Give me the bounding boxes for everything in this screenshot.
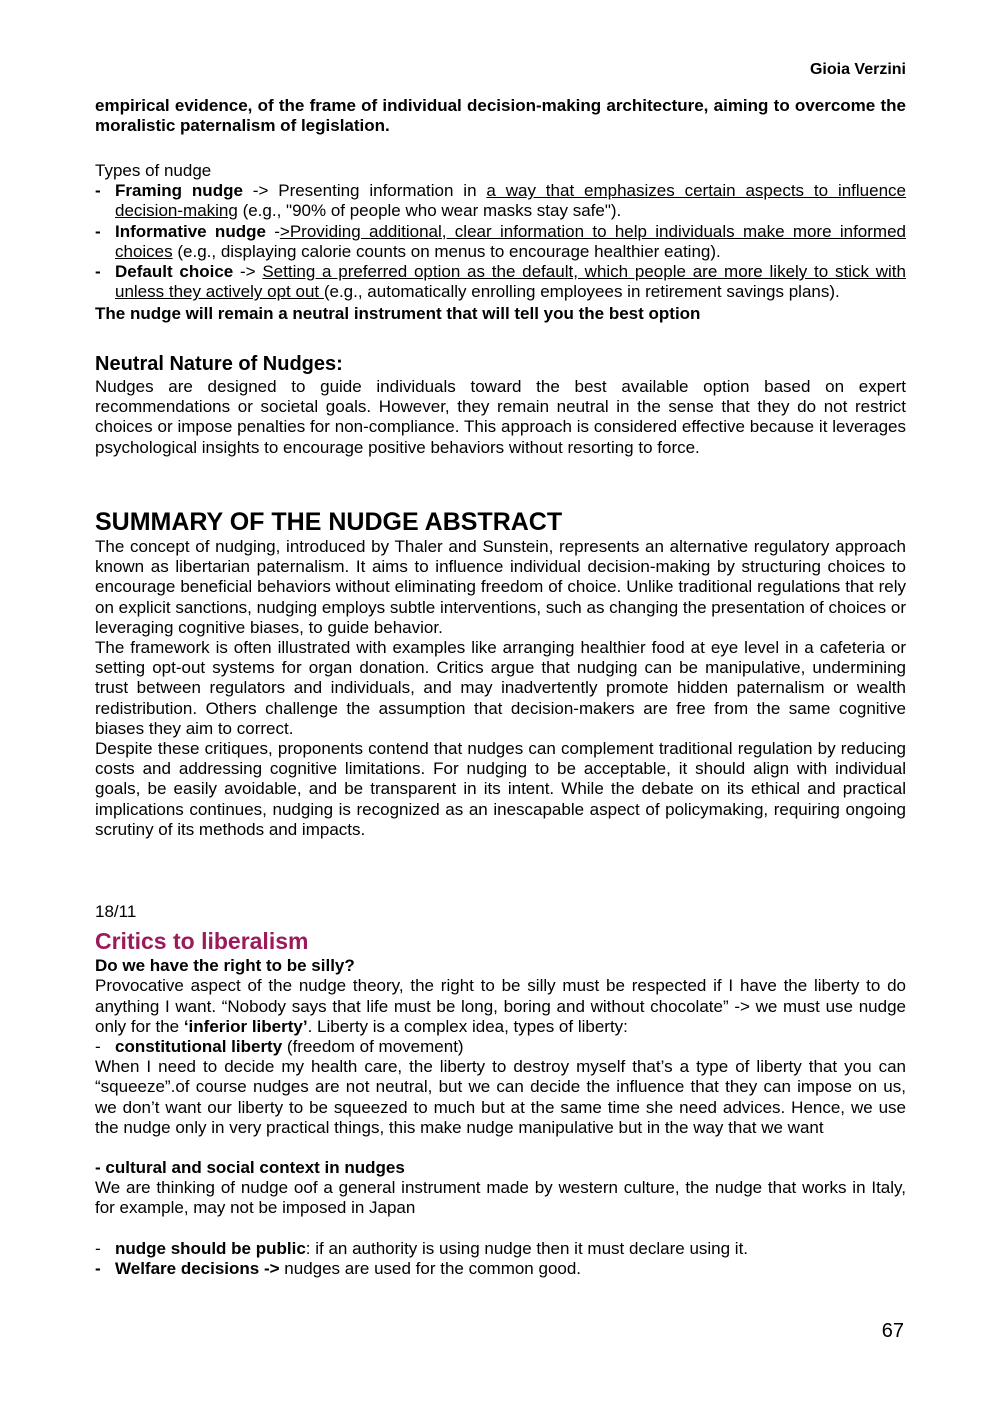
type-arrow: -> Presenting information in — [242, 181, 487, 201]
type-definition: a way that emphasizes certain aspects to influence decision-making — [115, 181, 907, 221]
dash-bullet-icon: - — [95, 1037, 101, 1057]
liberty-list — [95, 1037, 906, 1057]
p1-bold: ‘inferior liberty’ — [183, 1016, 308, 1036]
liberty-desc: (freedom of movement) — [282, 1037, 464, 1057]
type-definition: Setting a preferred option as the default, which people are more likely to stick with unless they actively opt out — [115, 262, 906, 302]
author-name: Gioia Verzini — [809, 61, 906, 78]
list-item — [95, 1259, 906, 1279]
type-arrow: - — [265, 221, 280, 241]
types-list — [95, 181, 906, 302]
type-term: Framing nudge — [115, 181, 243, 201]
neutral-text: Nudges are designed to guide individuals toward the best available option based on expert recommendations or societal goals. However, they remain neutral in the sense that they do not restrict choices or impose penalties for non-compliance. This approach is considered effective because it leverages psychological insights to encourage positive behaviors without resorting to force. — [95, 377, 906, 457]
principle-term: Welfare decisions -> — [115, 1258, 280, 1278]
page-number: 67 — [881, 1320, 904, 1342]
dash-bullet-icon: - — [95, 181, 101, 201]
p1-after: . Liberty is a complex idea, types of liberty: — [307, 1016, 628, 1036]
list-item — [95, 1239, 906, 1259]
lecture-paragraph: When I need to decide my health care, the liberty to destroy myself that’s a type of liberty that you can “squeeze”.of course nudges are not neutral, but we can decide the influence that they can impose on us, we don’t want our liberty to be squeezed to much but at the same time she need advices. Hence, we use the nudge only in very practical things, this make nudge manipulative but in the way that we want — [95, 1057, 906, 1137]
cultural-text: We are thinking of nudge oof a general instrument made by western culture, the nudge that works in Italy, for example, may not be imposed in Japan — [95, 1178, 906, 1218]
intro-block — [95, 96, 906, 136]
dash-bullet-icon: - — [95, 221, 101, 241]
list-item — [95, 181, 906, 221]
principles-list — [95, 1239, 906, 1279]
list-item — [95, 222, 906, 262]
summary-paragraph: The concept of nudging, introduced by Thaler and Sunstein, represents an alternative regulatory approach known as libertarian paternalism. It aims to influence individual decision-making by structuring choices to encourage beneficial behaviors without eliminating freedom of choice. Unlike traditional regulations that rely on explicit sanctions, nudging employs subtle interventions, such as changing the presentation of choices or leveraging cognitive biases, to guide behavior. — [95, 537, 906, 637]
p1-before: Provocative aspect of the nudge theory, the right to be silly must be respected if I have the liberty to do anything I want. “Nobody says that life must be long, boring and without chocolate” -> we must use nudge only for the — [95, 976, 906, 1036]
type-definition: >Providing additional, clear information to help individuals make more informed choices — [115, 221, 906, 261]
cultural-heading: - cultural and social context in nudges — [95, 1158, 405, 1178]
type-arrow: -> — [233, 262, 263, 282]
types-conclusion: The nudge will remain a neutral instrument that will tell you the best option — [95, 304, 701, 324]
dash-bullet-icon: - — [95, 1258, 101, 1278]
intro-text: empirical evidence, of the frame of individual decision-making architecture, aiming to overcome the moralistic paternalism of legislation. — [95, 96, 906, 136]
type-term: Default choice — [115, 262, 234, 282]
summary-section — [95, 507, 906, 840]
type-example: (e.g., automatically enrolling employees in retirement savings plans). — [323, 282, 840, 302]
types-section — [95, 161, 906, 325]
types-heading: Types of nudge — [95, 161, 212, 180]
summary-paragraph: The framework is often illustrated with examples like arranging healthier food at eye level in a cafeteria or setting opt-out systems for organ donation. Critics argue that nudging can be manipulative, undermining trust between regulators and individuals, and may inadvertently promote hidden paternalism or wealth redistribution. Others challenge the assumption that decision-makers are free from the same cognitive biases they aim to correct. — [95, 638, 906, 738]
type-term: Informative nudge — [115, 221, 266, 241]
summary-title: SUMMARY OF THE NUDGE ABSTRACT — [95, 508, 563, 536]
lecture-title: Critics to liberalism — [95, 928, 309, 955]
summary-paragraph: Despite these critiques, proponents contend that nudges can complement traditional regulation by reducing costs and addressing cognitive limitations. For nudging to be acceptable, it should align with individual goals, be easily avoidable, and be transparent in its intent. While the debate on its ethical and practical implications continues, nudging is recognized as an inescapable aspect of policymaking, requiring ongoing scrutiny of its methods and impacts. — [95, 739, 906, 839]
dash-bullet-icon: - — [95, 262, 101, 282]
type-example: (e.g., displaying calorie counts on menus to encourage healthier eating). — [172, 241, 721, 261]
principle-desc: : if an authority is using nudge then it must declare using it. — [305, 1238, 749, 1258]
lecture-paragraph — [95, 976, 906, 1037]
list-item — [95, 262, 906, 302]
neutral-title: Neutral Nature of Nudges: — [95, 353, 343, 375]
list-item — [95, 1037, 906, 1057]
liberty-term: constitutional liberty — [115, 1037, 283, 1057]
neutral-section — [95, 351, 906, 458]
type-example: (e.g., "90% of people who wear masks stay safe"). — [237, 201, 622, 221]
lecture-date: 18/11 — [95, 902, 137, 921]
lecture-section — [95, 902, 906, 1279]
lecture-question: Do we have the right to be silly? — [95, 956, 355, 976]
principle-desc: nudges are used for the common good. — [279, 1258, 582, 1278]
principle-term: nudge should be public — [115, 1238, 306, 1258]
dash-bullet-icon: - — [95, 1238, 101, 1258]
